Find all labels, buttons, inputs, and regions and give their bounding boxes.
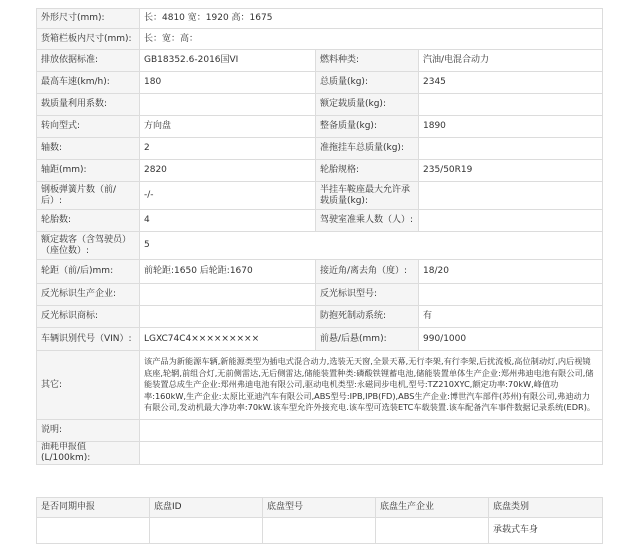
field-label: 接近角/离去角（度）: [316, 260, 419, 284]
field-label: 总质量(kg): [316, 72, 419, 94]
chassis-header-cell: 底盘类别 [489, 498, 603, 518]
parameter-row [37, 284, 603, 306]
field-label: 油耗申报值(L/100km): [37, 442, 140, 465]
field-value [419, 182, 603, 210]
field-label: 防抱死制动系统: [316, 306, 419, 328]
field-value [419, 138, 603, 160]
field-value: 该产品为新能源车辆,新能源类型为插电式混合动力,选装无天窗,全景天幕,无行李架,有行李架,后扰流板,高位制动灯,内后视镜底座,轮辋,前组合灯,无前侧雷达,无后侧雷达,储能装置种类:磷酸铁锂蓄电池,储能装置单体生产企业:郑州弗迪电池有限公司,储能装置总成生产企业:郑州弗迪电池有限公司,驱动电机类型:永磁同步电机,型号:TZ210XYC,额定功率:70kW,峰值功率:160kW,生产企业:太原比亚迪汽车有限公司,ABS型号:IPB,IPB(FD),ABS生产企业:博世汽车部件(苏州)有限公司,弗迪动力有限公司,发动机最大净功率:70kW.该车型允许外接充电.该车型可选装ETC车载装置.该车配备汽车事件数据记录系统(EDR)。 [140, 351, 603, 420]
chassis-header-row [37, 498, 603, 518]
chassis-data-cell [376, 518, 489, 544]
parameter-row [37, 138, 603, 160]
field-label: 最高车速(km/h): [37, 72, 140, 94]
field-value: 235/50R19 [419, 160, 603, 182]
field-value: 5 [140, 232, 603, 260]
chassis-data-cell [263, 518, 376, 544]
parameter-row [37, 306, 603, 328]
field-label: 反光标识生产企业: [37, 284, 140, 306]
field-label: 说明: [37, 420, 140, 442]
chassis-data-cell [150, 518, 263, 544]
field-label: 轴数: [37, 138, 140, 160]
field-value: 180 [140, 72, 316, 94]
field-value: 4 [140, 210, 316, 232]
field-value: 2 [140, 138, 316, 160]
parameter-row [37, 72, 603, 94]
field-label: 反光标识型号: [316, 284, 419, 306]
field-value [140, 306, 316, 328]
field-value: 汽油/电混合动力 [419, 50, 603, 72]
chassis-info-table [36, 497, 603, 544]
field-label: 反光标识商标: [37, 306, 140, 328]
chassis-header-cell: 底盘生产企业 [376, 498, 489, 518]
field-label: 外形尺寸(mm): [37, 9, 140, 29]
parameter-row [37, 9, 603, 29]
field-value [419, 210, 603, 232]
field-label: 额定载客（含驾驶员）（座位数）: [37, 232, 140, 260]
field-value: 18/20 [419, 260, 603, 284]
field-label: 排放依据标准: [37, 50, 140, 72]
chassis-data-cell [37, 518, 150, 544]
field-value: 前轮距:1650 后轮距:1670 [140, 260, 316, 284]
parameter-row [37, 182, 603, 210]
field-value: GB18352.6-2016国VI [140, 50, 316, 72]
field-label: 半挂车鞍座最大允许承载质量(kg): [316, 182, 419, 210]
field-value: 长：4810 宽：1920 高：1675 [140, 9, 603, 29]
field-value [140, 442, 603, 465]
field-label: 轮胎规格: [316, 160, 419, 182]
field-label: 载质量利用系数: [37, 94, 140, 116]
field-label: 钢板弹簧片数（前/后）: [37, 182, 140, 210]
parameter-row [37, 50, 603, 72]
field-value: -/- [140, 182, 316, 210]
field-label: 轮胎数: [37, 210, 140, 232]
chassis-data-row [37, 518, 603, 544]
field-label: 其它: [37, 351, 140, 420]
parameter-row [37, 160, 603, 182]
parameter-row [37, 29, 603, 50]
field-label: 燃料种类: [316, 50, 419, 72]
parameter-row [37, 420, 603, 442]
parameter-row [37, 442, 603, 465]
field-label: 货箱栏板内尺寸(mm): [37, 29, 140, 50]
field-label: 轮距（前/后)mm: [37, 260, 140, 284]
field-label: 整备质量(kg): [316, 116, 419, 138]
field-value: 有 [419, 306, 603, 328]
field-value: 990/1000 [419, 328, 603, 351]
field-value [140, 420, 603, 442]
field-value: LGXC74C4××××××××× [140, 328, 316, 351]
field-value: 2345 [419, 72, 603, 94]
parameter-row [37, 94, 603, 116]
field-value [140, 94, 316, 116]
chassis-header-cell: 底盘型号 [263, 498, 376, 518]
field-value: 方向盘 [140, 116, 316, 138]
field-value [419, 284, 603, 306]
field-label: 驾驶室准乘人数（人）: [316, 210, 419, 232]
field-label: 轴距(mm): [37, 160, 140, 182]
chassis-header-cell: 底盘ID [150, 498, 263, 518]
parameter-row [37, 116, 603, 138]
field-label: 车辆识别代号（VIN）: [37, 328, 140, 351]
field-label: 额定载质量(kg): [316, 94, 419, 116]
field-value [140, 284, 316, 306]
field-label: 转向型式: [37, 116, 140, 138]
field-label: 前悬/后悬(mm): [316, 328, 419, 351]
field-value: 长：宽：高： [140, 29, 603, 50]
parameter-row [37, 328, 603, 351]
chassis-data-cell: 承载式车身 [489, 518, 603, 544]
vehicle-parameters-table [36, 8, 603, 465]
parameter-row [37, 232, 603, 260]
parameter-row [37, 260, 603, 284]
field-value [419, 94, 603, 116]
field-value: 1890 [419, 116, 603, 138]
field-value: 2820 [140, 160, 316, 182]
field-label: 准拖挂车总质量(kg): [316, 138, 419, 160]
chassis-header-cell: 是否同期申报 [37, 498, 150, 518]
parameter-row [37, 210, 603, 232]
parameter-row [37, 351, 603, 420]
